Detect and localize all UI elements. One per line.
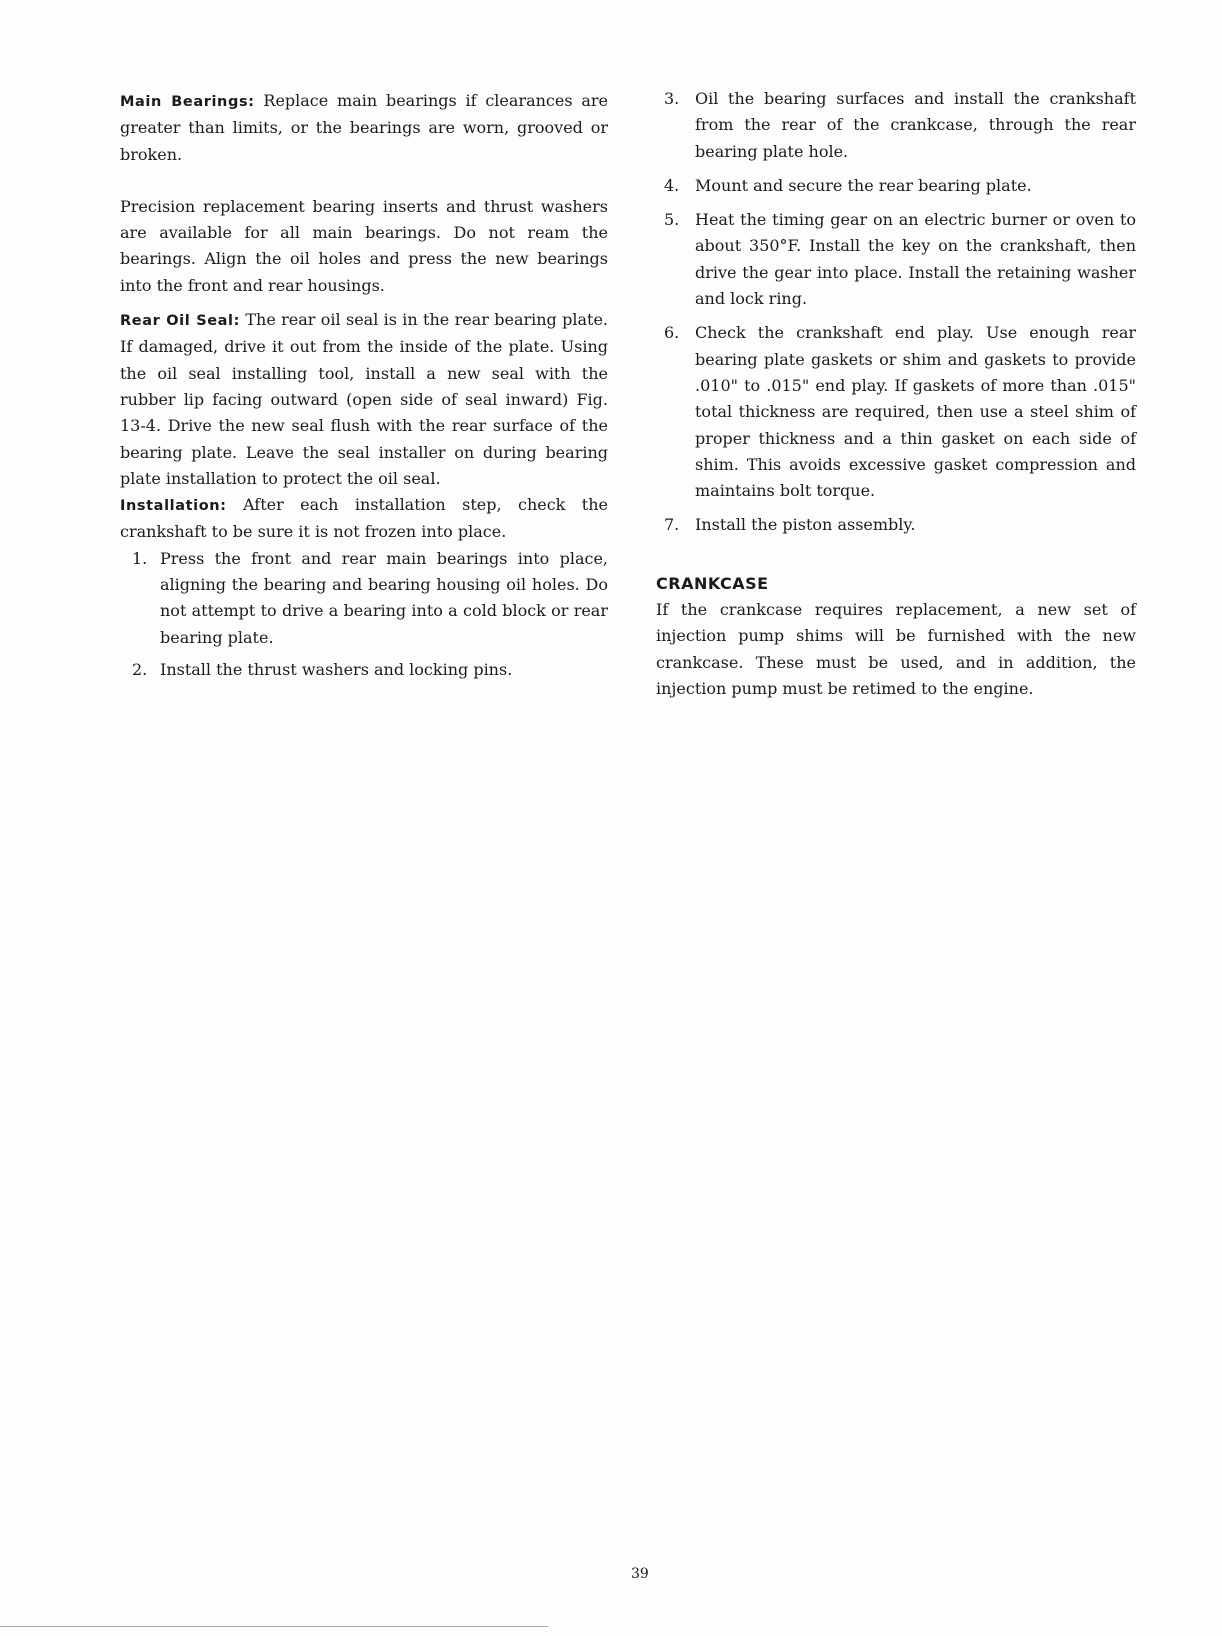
installation-paragraph xyxy=(120,492,608,546)
installation-text: After each installation step, check the crankshaft to be sure it is not frozen into place. xyxy=(120,495,608,542)
step-number: 6. xyxy=(664,323,680,343)
step-number: 2. xyxy=(132,659,148,679)
rear-oil-seal-label: Rear Oil Seal: xyxy=(120,313,241,330)
step-text: Install the piston assembly. xyxy=(695,515,916,535)
right-column xyxy=(656,86,1136,702)
page-number: 39 xyxy=(631,1566,649,1582)
installation-steps-right xyxy=(656,86,1136,539)
crankcase-heading: CRANKCASE xyxy=(656,573,769,593)
crankcase-paragraph: If the crankcase requires replacement, a new set of injection pump shims will be furnished with the new crankcase. These must be used, and in addition, the injection pump must be retimed to the engine. xyxy=(656,600,1136,698)
left-column xyxy=(120,88,608,683)
step-text: Press the front and rear main bearings into place, aligning the bearing and bearing housing oil holes. Do not attempt to drive a bearing into a cold block or rear bearing plate. xyxy=(160,548,608,647)
list-item xyxy=(656,86,1136,165)
list-item xyxy=(120,657,608,683)
step-number: 7. xyxy=(664,515,680,535)
step-number: 1. xyxy=(132,548,148,568)
rear-oil-seal-text: The rear oil seal is in the rear bearing plate. If damaged, drive it out from the inside of the plate. Using the oil seal installing tool, install a new seal with the rubber lip facing outward (open side of seal inward) Fig. 13-4. Drive the new seal flush with the rear surface of the bearing plate. Leave the seal installer on during bearing plate installation to protect the oil seal. xyxy=(120,310,609,488)
main-bearings-label: Main Bearings: xyxy=(120,94,255,110)
step-text: Install the thrust washers and locking pins. xyxy=(160,659,513,679)
step-text: Heat the timing gear on an electric burner or oven to about 350°F. Install the key on the crankshaft, then drive the gear into place. Install the retaining washer and lock ring. xyxy=(695,210,1136,309)
list-item xyxy=(656,320,1136,504)
main-bearings-paragraph xyxy=(120,88,608,168)
step-number: 5. xyxy=(664,210,680,230)
step-text: Oil the bearing surfaces and install the crankshaft from the rear of the crankcase, through the rear bearing plate hole. xyxy=(695,89,1136,161)
step-number: 4. xyxy=(664,175,680,195)
step-number: 3. xyxy=(664,89,680,108)
main-bearings-text: Replace main bearings if clearances are greater than limits, or the bearings are worn, grooved or broken. xyxy=(120,91,608,164)
list-item xyxy=(656,512,1136,538)
precision-paragraph: Precision replacement bearing inserts and thrust washers are available for all main bearings. Do not ream the bearings. Align the oil holes and press the new bearings into the front and rear housings. xyxy=(120,196,608,295)
step-text: Check the crankshaft end play. Use enough rear bearing plate gaskets or shim and gaskets to provide .010" to .015" end play. If gaskets of more than .015" total thickness are required, then use a steel shim of proper thickness and a thin gasket on each side of shim. This avoids excessive gasket compression and maintains bolt torque. xyxy=(695,323,1136,501)
installation-label: Installation: xyxy=(120,498,227,515)
rear-oil-seal-paragraph xyxy=(120,307,608,492)
list-item xyxy=(656,207,1136,312)
bottom-rule xyxy=(0,1626,548,1627)
step-text: Mount and secure the rear bearing plate. xyxy=(695,175,1032,195)
installation-steps-left xyxy=(120,546,608,683)
list-item xyxy=(120,546,608,651)
list-item xyxy=(656,173,1136,199)
